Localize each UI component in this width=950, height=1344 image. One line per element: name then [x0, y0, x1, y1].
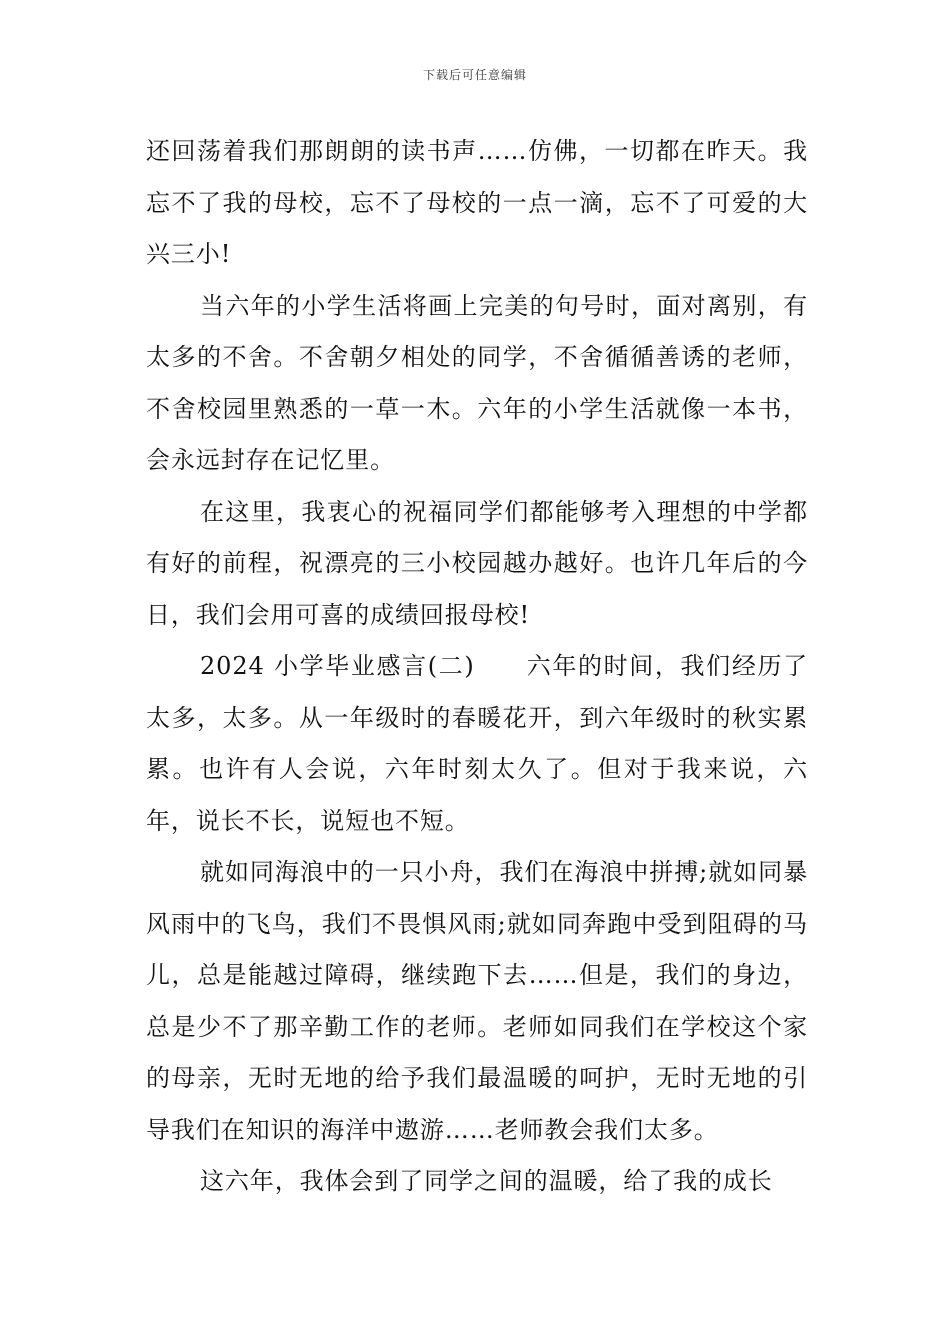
document-body	[146, 126, 808, 1208]
paragraph-continuation: 还回荡着我们那朗朗的读书声……仿佛，一切都在昨天。我忘不了我的母校，忘不了母校的一点一滴，忘不了可爱的大兴三小!	[146, 137, 808, 268]
page-header: 下载后可任意编辑	[422, 68, 527, 82]
paragraph-section-two: 2024 小学毕业感言(二) 六年的时间，我们经历了太多，太多。从一年级时的春暖花开，到六年级时的秋实累累。也许有人会说，六年时刻太久了。但对于我来说，六年，说长不长，说短也不短。	[146, 652, 808, 835]
paragraph-farewell: 当六年的小学生活将画上完美的句号时，面对离别，有太多的不舍。不舍朝夕相处的同学，不舍循循善诱的老师，不舍校园里熟悉的一草一木。六年的小学生活就像一本书，会永远封存在记忆里。	[146, 291, 808, 474]
paragraph-classmates: 这六年，我体会到了同学之间的温暖，给了我的成长	[200, 1167, 773, 1195]
paragraph-teachers: 就如同海浪中的一只小舟，我们在海浪中拼搏;就如同暴风雨中的飞鸟，我们不畏惧风雨;就如同奔跑中受到阻碍的马儿，总是能越过障碍，继续跑下去……但是，我们的身边，总是少不了那辛勤工作的老师。老师如同我们在学校这个家的母亲，无时无地的给予我们最温暖的呵护，无时无地的引导我们在知识的海洋中遨游……老师教会我们太多。	[146, 858, 808, 1144]
paragraph-blessing: 在这里，我衷心的祝福同学们都能够考入理想的中学都有好的前程，祝漂亮的三小校园越办越好。也许几年后的今日，我们会用可喜的成绩回报母校!	[146, 497, 808, 629]
